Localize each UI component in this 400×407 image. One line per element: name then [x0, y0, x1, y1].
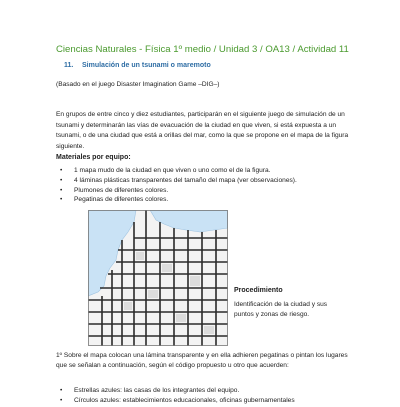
section-title: Simulación de un tsunami o maremoto: [82, 62, 211, 69]
list-item: • 1 mapa mudo de la ciudad en que viven o uno como el de la figura.: [56, 166, 297, 176]
list-item: • Plumones de diferentes colores.: [56, 186, 297, 196]
based-on-note: (Basado en el juego Disaster Imagination Game –DIG–): [56, 81, 220, 88]
list-item: • Círculos azules: establecimientos educacionales, oficinas gubernamentales: [56, 396, 295, 406]
step-1-paragraph: 1º Sobre el mapa colocan una lámina transparente y en ella adhieren pegatinas o pintan los lugares que se señalan a continuación, según el código propuesto u otro que acuerden:: [56, 352, 348, 370]
materials-heading: Materiales por equipo:: [56, 154, 131, 161]
marker-code-list: [56, 386, 295, 407]
header-title: Ciencias Naturales - Física 1º medio / Unidad 3 / OA13 / Actividad 11: [56, 44, 349, 55]
section-number: 11.: [64, 62, 74, 69]
procedure-text: Identificación de la ciudad y sus puntos y zonas de riesgo.: [234, 301, 328, 318]
city-map: [88, 210, 228, 346]
procedure-title: Procedimiento: [234, 287, 283, 294]
list-item: • Estrellas azules: las casas de los integrantes del equipo.: [56, 386, 295, 396]
materials-list: [56, 166, 297, 205]
intro-paragraph: En grupos de entre cinco y diez estudiantes, participarán en el siguiente juego de simulación de un tsunami y determinarán las vías de evacuación de la ciudad en que viven, si está expuesta a un tsunami, o de una ciudad que está a orillas del mar, como la que se propone en el mapa de la figura siguiente.: [56, 111, 349, 150]
section-heading: [64, 62, 211, 69]
list-item: • Pegatinas de diferentes colores.: [56, 195, 297, 205]
list-item: • 4 láminas plásticas transparentes del tamaño del mapa (ver observaciones).: [56, 176, 297, 186]
